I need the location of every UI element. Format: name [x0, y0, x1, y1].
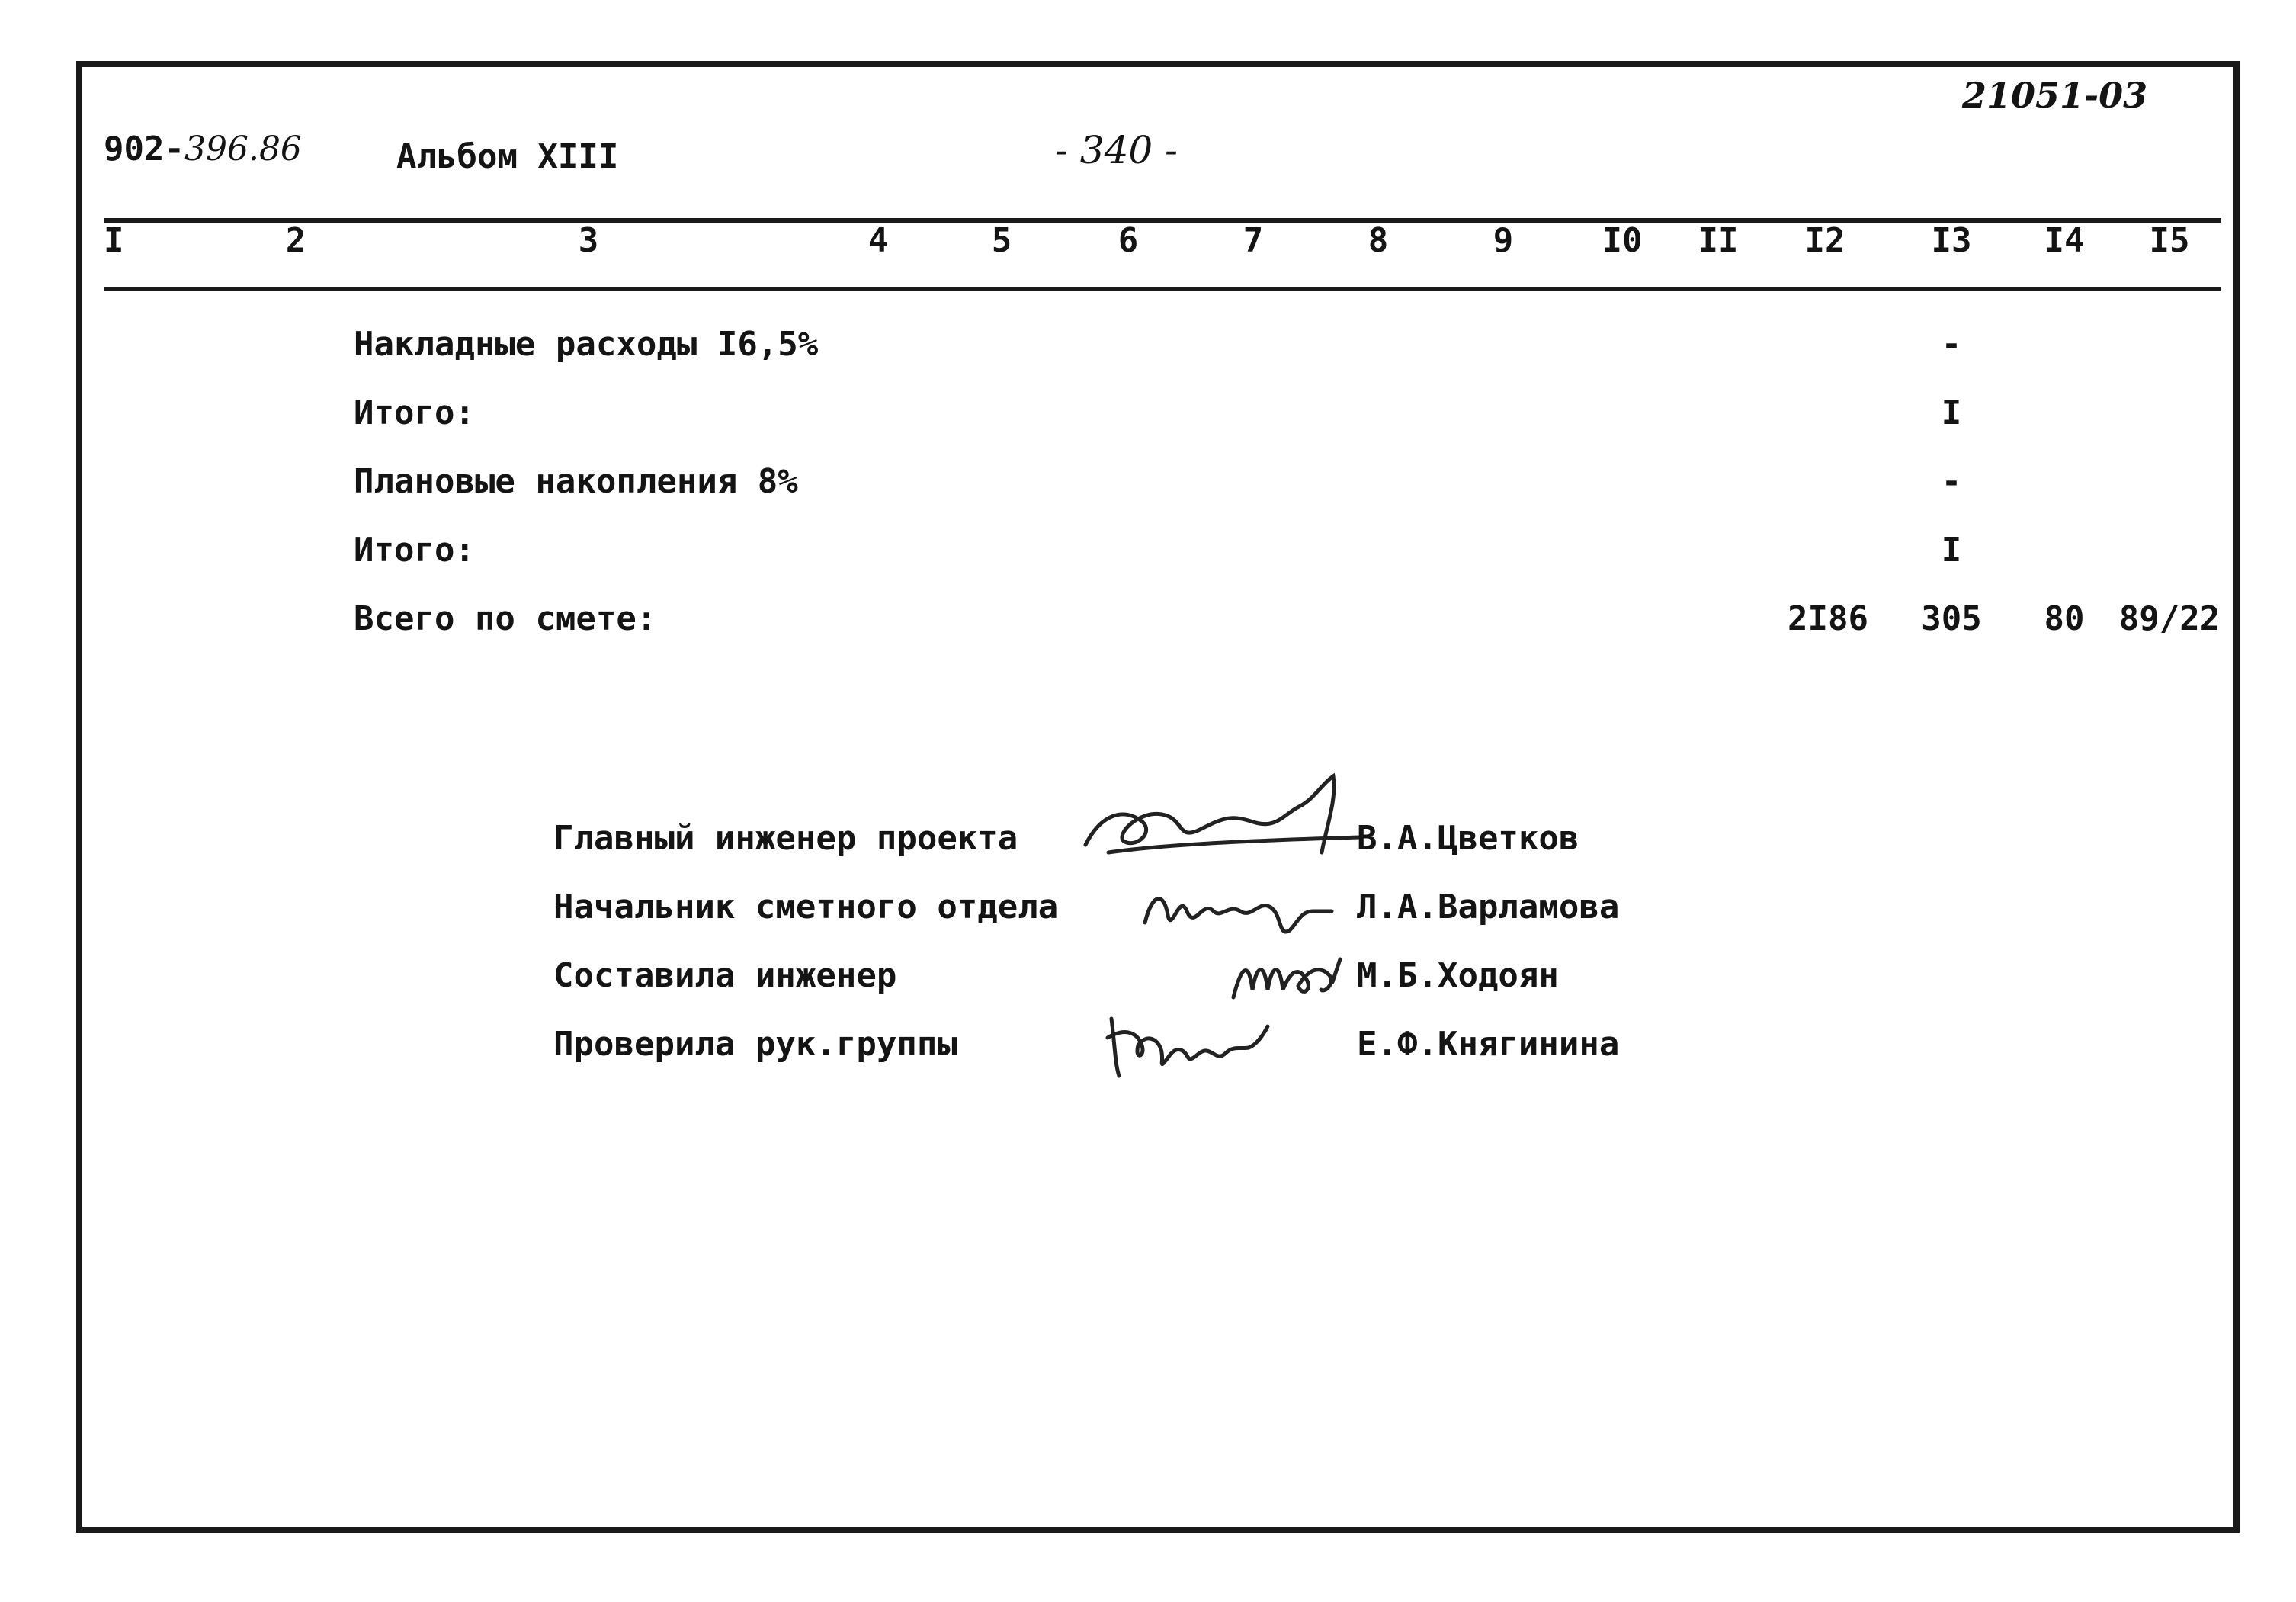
column-header-3: 3	[578, 221, 599, 260]
column-header-2: 2	[285, 221, 306, 260]
row-subtotal-1-label: Итого:	[354, 393, 475, 432]
column-header-6: 6	[1118, 221, 1139, 260]
row-grand-total-col12: 2I86	[1788, 599, 1868, 638]
document-code	[104, 130, 302, 169]
row-overhead-col13: -	[1941, 325, 1962, 364]
row-grand-total-col13: 305	[1921, 599, 1982, 638]
document-sheet	[76, 61, 2240, 1533]
row-grand-total-col14: 80	[2044, 599, 2085, 638]
column-header-13: I3	[1931, 221, 1972, 260]
row-grand-total-col15: 89/22	[2118, 599, 2221, 638]
column-header-5: 5	[991, 221, 1012, 260]
row-subtotal-2-col13: I	[1941, 531, 1962, 570]
signature-name-chief-engineer: В.А.Цветков	[1357, 819, 1579, 858]
handwritten-signature-compiler	[1226, 936, 1355, 1013]
row-subtotal-1-col13: I	[1941, 393, 1962, 432]
row-grand-total-label: Всего по смете:	[354, 599, 657, 638]
document-code-suffix: 396.86	[184, 130, 302, 169]
column-header-14: I4	[2044, 221, 2085, 260]
column-header-8: 8	[1368, 221, 1389, 260]
signature-name-compiler: М.Б.Ходоян	[1357, 956, 1559, 995]
row-subtotal-2-label: Итого:	[354, 531, 475, 570]
signature-title-chief-engineer: Главный инженер проекта	[553, 819, 1018, 858]
table-header-bottom-rule	[104, 287, 2221, 291]
column-header-11: II	[1698, 221, 1739, 260]
album-label: Альбом XIII	[396, 137, 619, 176]
signature-title-compiler: Составила инженер	[553, 956, 897, 995]
signature-title-group-lead: Проверила рук.группы	[553, 1025, 957, 1064]
column-header-10: I0	[1602, 221, 1643, 260]
document-code-prefix: 902-	[104, 130, 184, 169]
signature-name-group-lead: Е.Ф.Княгинина	[1357, 1025, 1620, 1064]
row-overhead-label: Накладные расходы I6,5%	[354, 325, 819, 364]
handwritten-signature-chief-engineer	[1070, 769, 1375, 883]
column-header-1: I	[104, 221, 124, 260]
document-number: 21051-03	[1962, 75, 2148, 116]
page-number: - 340 -	[1055, 128, 1178, 172]
handwritten-signature-group-lead	[1096, 1003, 1287, 1087]
table-top-rule	[104, 218, 2221, 223]
column-header-9: 9	[1493, 221, 1514, 260]
column-header-7: 7	[1243, 221, 1264, 260]
signature-title-estimate-head: Начальник сметного отдела	[553, 888, 1059, 926]
column-header-15: I5	[2149, 221, 2190, 260]
row-planned-savings-label: Плановые накопления 8%	[354, 462, 798, 501]
column-header-4: 4	[867, 221, 889, 260]
row-planned-savings-col13: -	[1941, 462, 1962, 501]
column-header-12: I2	[1804, 221, 1845, 260]
signature-name-estimate-head: Л.А.Варламова	[1357, 888, 1620, 926]
